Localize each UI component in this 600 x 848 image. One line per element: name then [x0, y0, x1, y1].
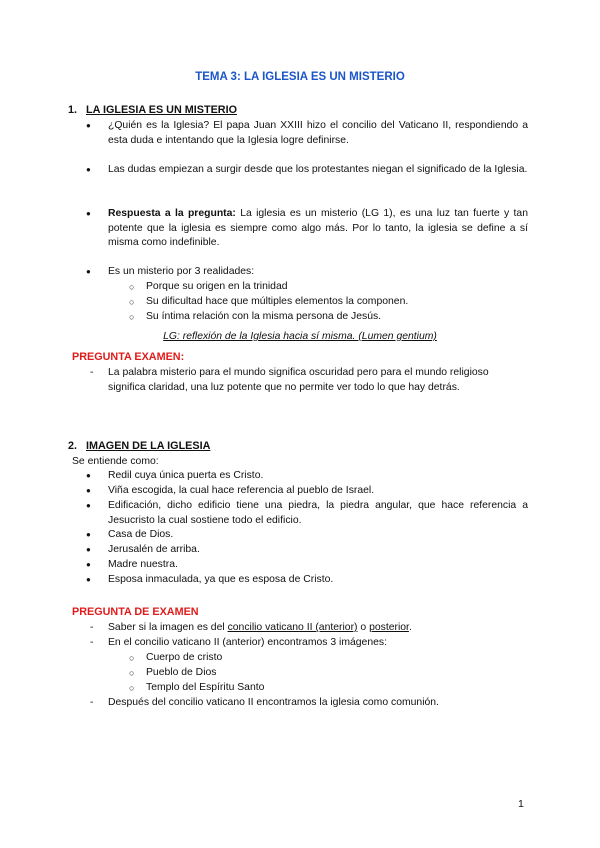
- lg-caption: LG: reflexión de la Iglesia hacia sí misma. (Lumen gentium): [163, 331, 437, 342]
- exam-dash-1: [108, 621, 528, 636]
- imagen-item: ● Jerusalén de arriba.: [108, 543, 528, 558]
- section-2-number: 2.: [68, 440, 78, 452]
- realidad-item: ○ Porque su origen en la trinidad: [146, 280, 288, 295]
- exam-answer-1: - La palabra misterio para el mundo significa oscuridad pero para el mundo religioso significa claridad, una luz potente que no permite ver todo lo que hay detrás.: [108, 366, 528, 395]
- section-1-heading: [68, 103, 237, 118]
- section-2-title: IMAGEN DE LA IGLESIA: [86, 440, 211, 452]
- dash-text: .: [408, 622, 412, 633]
- concilio-anterior-text: concilio vaticano II (anterior): [227, 622, 358, 633]
- imagen-item: ● Madre nuestra.: [108, 558, 528, 573]
- exam-dash-3: - Después del concilio vaticano II encontramos la iglesia como comunión.: [108, 696, 528, 711]
- exam-label-2: PREGUNTA DE EXAMEN: [72, 606, 199, 618]
- section-2-intro: Se entiende como:: [72, 456, 159, 467]
- imagen-item: ● Redil cuya única puerta es Cristo.: [108, 469, 528, 484]
- exam-label-1: PREGUNTA EXAMEN:: [72, 351, 185, 363]
- dash-text: Saber si la imagen es del: [108, 622, 228, 633]
- imagen-item: ● Edificación, dicho edificio tiene una piedra, la piedra angular, que hace referencia a Jesucristo la cual sostiene todo el edificio.: [108, 499, 528, 528]
- section-1-bullet-3: [108, 207, 528, 251]
- page-number: 1: [518, 798, 524, 810]
- section-1-bullet-2: ● Las dudas empiezan a surgir desde que los protestantes niegan el significado de la Iglesia.: [108, 163, 528, 178]
- imagen-concilio-item: ○ Pueblo de Dios: [146, 666, 216, 681]
- imagen-item: ● Viña escogida, la cual hace referencia al pueblo de Israel.: [108, 484, 528, 499]
- posterior-text: posterior: [369, 622, 409, 633]
- imagen-item: ● Esposa inmaculada, ya que es esposa de Cristo.: [108, 573, 528, 588]
- section-1-bullet-4: ● Es un misterio por 3 realidades:: [108, 265, 528, 280]
- dash-text: o: [357, 622, 370, 633]
- section-1-number: 1.: [68, 104, 78, 116]
- imagen-item: ● Casa de Dios.: [108, 528, 528, 543]
- realidad-item: ○ Su dificultad hace que múltiples elementos la componen.: [146, 295, 408, 310]
- section-1-bullet-1: ● ¿Quién es la Iglesia? El papa Juan XXIII hizo el concilio del Vaticano II, respondiendo a esta duda e intentando que la Iglesia logre definirse.: [108, 119, 528, 148]
- realidad-item: ○ Su íntima relación con la misma persona de Jesús.: [146, 310, 381, 325]
- section-2-heading: [68, 439, 210, 454]
- page-title: TEMA 3: LA IGLESIA ES UN MISTERIO: [195, 71, 405, 83]
- imagen-concilio-item: ○ Cuerpo de cristo: [146, 651, 222, 666]
- answer-text: La iglesia es un misterio (LG 1), es una luz tan fuerte y tan potente que la iglesia es siempre como algo más. Por lo tanto, la iglesia se define a sí misma como indefinible.: [108, 208, 528, 248]
- exam-dash-2: - En el concilio vaticano II (anterior) encontramos 3 imágenes:: [108, 636, 528, 651]
- imagen-concilio-item: ○ Templo del Espíritu Santo: [146, 681, 264, 696]
- answer-label: Respuesta a la pregunta:: [108, 208, 236, 219]
- section-1-title: LA IGLESIA ES UN MISTERIO: [86, 104, 237, 116]
